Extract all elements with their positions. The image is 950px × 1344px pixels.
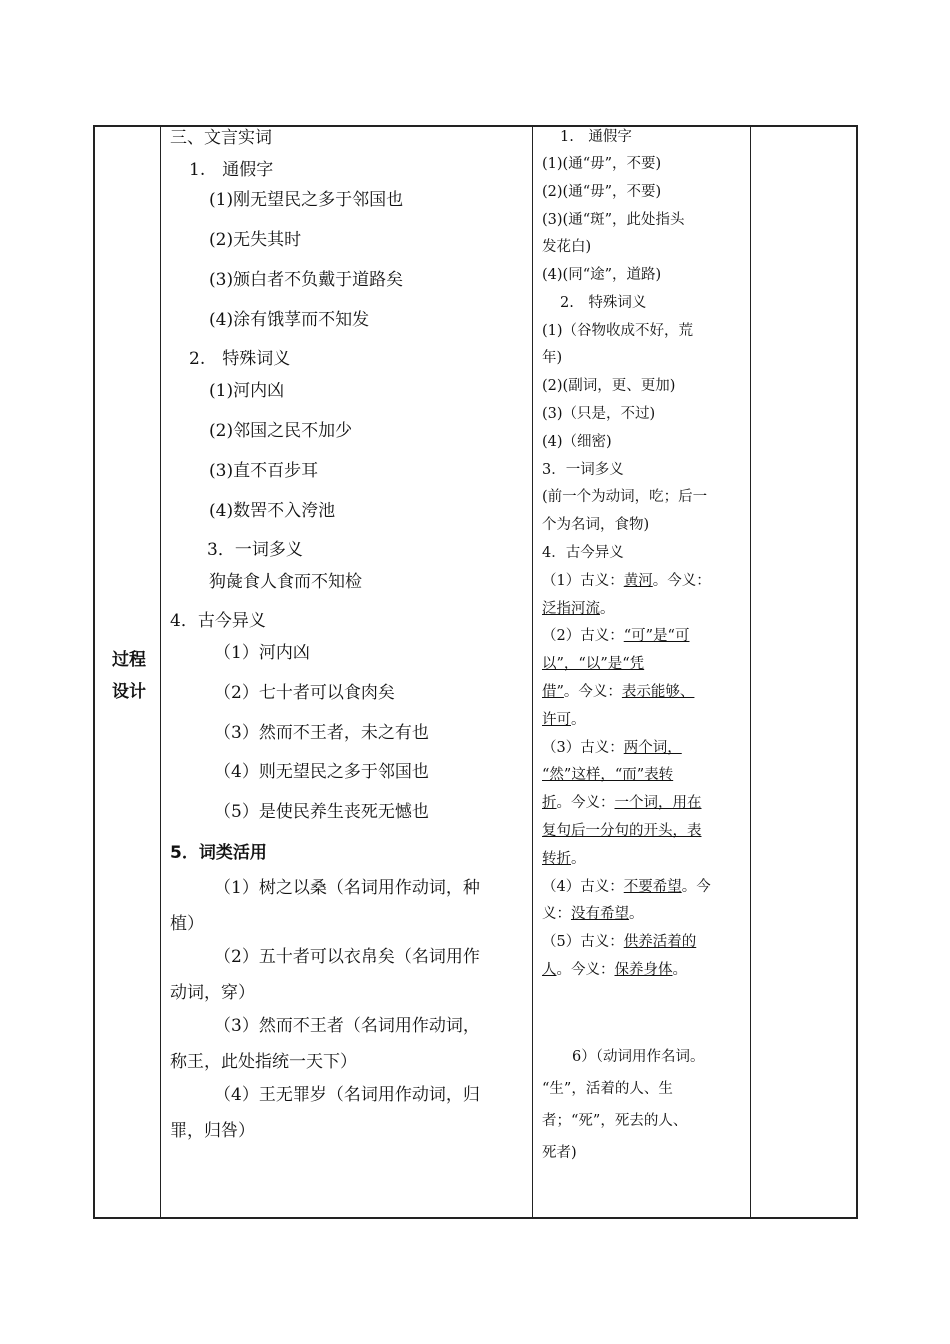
- answer-line: (1)(通“毋”，不要): [542, 156, 662, 172]
- row-label-line: 设计: [112, 682, 146, 702]
- subsection-title: 4．古今异义: [170, 611, 266, 631]
- question-item-cont: 罪，归咎）: [170, 1121, 255, 1141]
- answer-line: （3）古义：两个词，: [542, 740, 682, 756]
- lesson-plan-table: [93, 125, 858, 1219]
- question-item: （3）然而不王者（名词用作动词，: [214, 1016, 480, 1036]
- answer-title: 2. 特殊词义: [560, 295, 647, 311]
- answer-line: 年): [542, 350, 563, 366]
- answer-line: （4）古义：不要希望。今: [542, 879, 711, 895]
- question-item-cont: 植）: [170, 914, 204, 934]
- subsection-title: 5．词类活用: [170, 843, 267, 863]
- answer-line: (4)（细密): [542, 434, 612, 450]
- answer-line: (3)（只是，不过): [542, 406, 656, 422]
- answer-line: 义：没有希望。: [542, 906, 644, 922]
- section-title: 三、文言实词: [170, 128, 272, 148]
- question-item: （2）五十者可以衣帛矣（名词用作: [214, 947, 480, 967]
- answer-title: 1. 通假字: [560, 129, 632, 145]
- answer-line: (1)（谷物收成不好，荒: [542, 323, 694, 339]
- answer-line: （5）古义：供养活着的: [542, 934, 697, 950]
- question-item: （4）则无望民之多于邻国也: [214, 762, 429, 782]
- answer-line: (3)(通“斑”，此处指头: [542, 212, 685, 228]
- question-item: （5）是使民养生丧死无憾也: [214, 802, 429, 822]
- question-item: (1)河内凶: [209, 381, 285, 401]
- subsection-title: 1. 通假字: [189, 160, 274, 180]
- column-divider: [532, 127, 533, 1217]
- row-label-line: 过程: [112, 650, 146, 670]
- answer-line: “生”，活着的人、生: [542, 1081, 673, 1097]
- question-item: 狗彘食人食而不知检: [209, 572, 362, 592]
- question-item: (1)刚无望民之多于邻国也: [209, 190, 404, 210]
- answer-title: 3．一词多义: [542, 462, 624, 478]
- answer-line: （2）古义：“可”是“可: [542, 628, 690, 644]
- label-column: [95, 127, 160, 1217]
- question-item: (4)涂有饿莩而不知发: [209, 310, 370, 330]
- answer-line: 转折。: [542, 851, 586, 867]
- question-item-cont: 动词，穿）: [170, 983, 255, 1003]
- answer-line: 复句后一分句的开头，表: [542, 823, 702, 839]
- subsection-title: 3．一词多义: [207, 540, 303, 560]
- question-item: （4）王无罪岁（名词用作动词，归: [214, 1085, 480, 1105]
- answer-line: (2)(副词，更、更加): [542, 378, 676, 394]
- answer-line: 死者): [542, 1145, 577, 1161]
- question-item: （1）树之以桑（名词用作动词，种: [214, 878, 480, 898]
- answer-column: [534, 127, 750, 1217]
- column-divider: [750, 127, 751, 1217]
- content-column: [162, 127, 532, 1217]
- question-item: (3)直不百步耳: [209, 461, 319, 481]
- answer-line: （1）古义：黄河。今义：: [542, 573, 711, 589]
- answer-line: 泛指河流。: [542, 601, 615, 617]
- answer-line: 者；“死”，死去的人、: [542, 1113, 688, 1129]
- answer-line: (4)(同“途”，道路): [542, 267, 662, 283]
- column-divider: [160, 127, 161, 1217]
- question-item: (2)无失其时: [209, 230, 302, 250]
- answer-line: “然”这样，“而”表转: [542, 767, 674, 783]
- question-item: （3）然而不王者，未之有也: [214, 723, 429, 743]
- question-item: (3)颁白者不负戴于道路矣: [209, 270, 404, 290]
- answer-line: 个为名词，食物): [542, 517, 650, 533]
- row-label: [103, 644, 155, 708]
- question-item-cont: 称王，此处指统一天下）: [170, 1052, 357, 1072]
- answer-line: 6）（动词用作名词。: [572, 1049, 705, 1065]
- notes-column: [752, 127, 856, 1217]
- answer-line: 人。今义：保养身体。: [542, 962, 687, 978]
- answer-line: 借”。今义：表示能够、: [542, 684, 695, 700]
- question-item: (2)邻国之民不加少: [209, 421, 353, 441]
- answer-line: (前一个为动词，吃；后一: [542, 489, 708, 505]
- answer-line: 许可。: [542, 712, 586, 728]
- question-item: (4)数罟不入洿池: [209, 501, 336, 521]
- answer-title: 4．古今异义: [542, 545, 624, 561]
- question-item: （1）河内凶: [214, 643, 310, 663]
- answer-line: 折。今义：一个词，用在: [542, 795, 702, 811]
- subsection-title: 2. 特殊词义: [189, 349, 291, 369]
- question-item: （2）七十者可以食肉矣: [214, 683, 395, 703]
- answer-line: 以”，“以”是“凭: [542, 656, 645, 672]
- answer-line: (2)(通“毋”，不要): [542, 184, 662, 200]
- answer-line: 发花白): [542, 239, 592, 255]
